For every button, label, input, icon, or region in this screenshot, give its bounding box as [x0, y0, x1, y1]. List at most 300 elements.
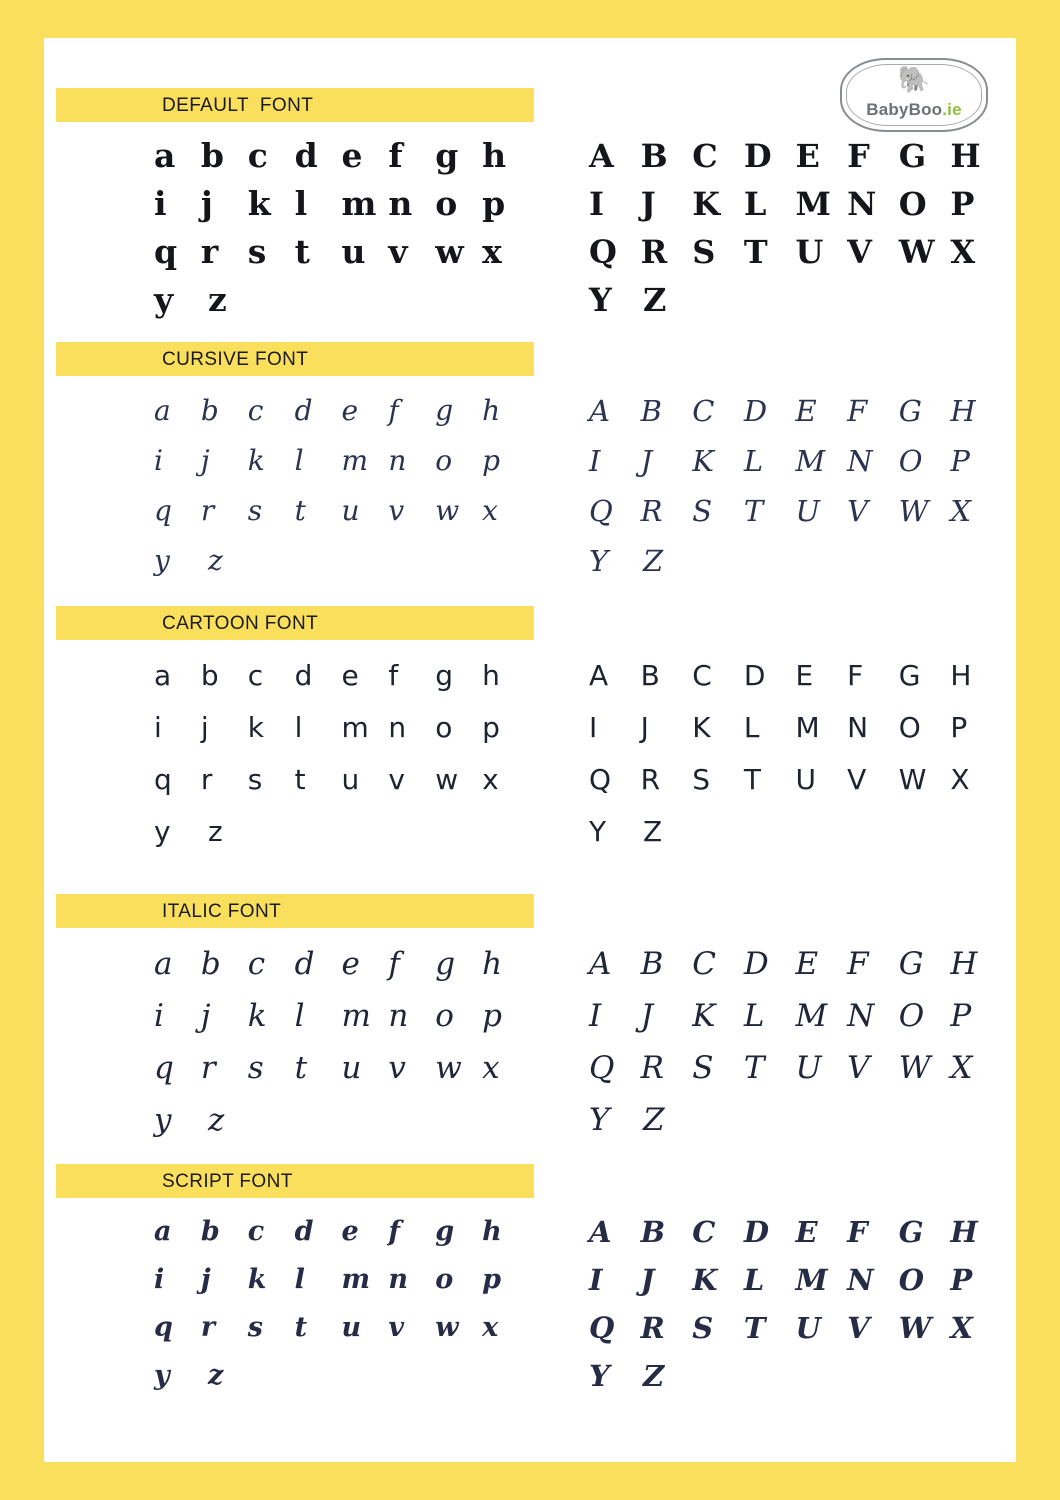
letter-row	[589, 1094, 1002, 1146]
letter-cell: z	[208, 544, 223, 577]
letter-cell: s	[247, 494, 263, 527]
letter-cell: f	[388, 1216, 400, 1247]
letter-cell: G	[898, 394, 922, 428]
letter-cell: P	[950, 185, 975, 223]
letter-cell: J	[640, 998, 654, 1034]
letter-row	[589, 806, 1002, 858]
letter-cell: O	[898, 998, 925, 1034]
letter-row	[589, 702, 1002, 754]
letter-cell: f	[388, 659, 399, 692]
letter-cell: q	[154, 763, 172, 796]
letter-cell: i	[154, 1264, 165, 1295]
section-title-script: SCRIPT FONT	[162, 1171, 293, 1192]
letter-cell: M	[795, 185, 831, 223]
letter-cell: F	[847, 946, 869, 982]
letter-cell: f	[388, 136, 403, 175]
letter-cell: A	[589, 394, 610, 428]
letter-row	[589, 938, 1002, 990]
letter-cell: L	[743, 444, 764, 478]
letter-cell: a	[154, 1216, 172, 1247]
letter-cell: G	[898, 1215, 924, 1249]
letter-cell: E	[795, 137, 820, 175]
uppercase-column-script	[529, 1208, 1002, 1400]
letter-cell: c	[247, 136, 268, 175]
letter-cell: p	[482, 184, 506, 223]
letter-cell: K	[692, 444, 714, 478]
letter-cell: g	[435, 394, 454, 427]
letter-cell: d	[294, 659, 313, 692]
letter-cell: k	[247, 711, 264, 744]
letter-cell: U	[795, 1050, 822, 1086]
letter-cell: M	[795, 711, 820, 744]
letter-cell: W	[898, 1050, 931, 1086]
letter-cell: Q	[589, 1311, 615, 1345]
letter-cell: L	[743, 711, 760, 744]
letter-cell: j	[200, 184, 213, 223]
letter-cell: C	[692, 1215, 716, 1249]
letter-cell: h	[482, 394, 501, 427]
letter-cell: k	[247, 998, 267, 1034]
letter-cell: N	[847, 711, 869, 744]
letter-cell: V	[847, 233, 872, 271]
letter-cell: D	[743, 659, 766, 692]
letter-cell: X	[950, 494, 972, 528]
letter-cell: E	[795, 659, 814, 692]
letter-cell: w	[435, 763, 459, 796]
letter-cell: s	[247, 1312, 263, 1343]
letter-cell: I	[589, 185, 604, 223]
font-section-italic	[56, 894, 1002, 1146]
letter-cell: B	[640, 659, 660, 692]
letter-cell: k	[247, 444, 265, 477]
alphabet-grid-script	[56, 1208, 1002, 1400]
letter-cell: R	[640, 233, 668, 271]
letter-cell: M	[795, 444, 826, 478]
letter-cell: A	[589, 1215, 612, 1249]
letter-cell: o	[435, 444, 453, 477]
letter-cell: O	[898, 711, 921, 744]
letter-cell: p	[482, 444, 501, 477]
letter-cell: L	[743, 185, 767, 223]
letter-cell: p	[482, 711, 500, 744]
letter-cell: j	[200, 1264, 211, 1295]
letter-cell: Z	[643, 1359, 665, 1393]
letter-cell: A	[589, 659, 609, 692]
letter-cell: w	[435, 494, 460, 527]
letter-cell: x	[482, 494, 498, 527]
logo-wordmark-prefix: BabyBoo	[866, 100, 943, 119]
letter-cell: X	[950, 1311, 973, 1345]
letter-cell: f	[388, 946, 400, 982]
letter-cell: v	[388, 1312, 405, 1343]
letter-cell: b	[200, 394, 219, 427]
letter-cell: y	[154, 1102, 172, 1138]
letter-cell: x	[482, 1050, 500, 1086]
letter-cell: I	[589, 998, 602, 1034]
letter-cell: b	[200, 946, 221, 982]
letter-cell: X	[950, 233, 976, 271]
uppercase-column-italic	[529, 938, 1002, 1146]
letter-row	[589, 1352, 1002, 1400]
alphabet-grid-default	[56, 132, 1002, 324]
letter-cell: Z	[643, 1102, 665, 1138]
letter-cell: W	[898, 494, 929, 528]
uppercase-column-cursive	[529, 386, 1002, 586]
letter-cell: t	[294, 1050, 308, 1086]
letter-cell: d	[294, 136, 318, 175]
letter-row	[154, 180, 529, 228]
letter-cell: X	[950, 1050, 973, 1086]
letter-cell: F	[847, 137, 870, 175]
font-section-cursive	[56, 342, 1002, 586]
letter-row	[589, 436, 1002, 486]
specimen-sheet	[44, 38, 1016, 1462]
letter-row	[154, 1094, 529, 1146]
letter-row	[589, 990, 1002, 1042]
letter-cell: O	[898, 185, 927, 223]
letter-row	[589, 536, 1002, 586]
letter-cell: b	[200, 136, 224, 175]
letter-cell: h	[482, 946, 503, 982]
section-title-default: DEFAULT FONT	[162, 95, 314, 116]
letter-cell: t	[294, 232, 310, 271]
letter-cell: R	[640, 1311, 665, 1345]
letter-cell: F	[847, 394, 868, 428]
letter-cell: e	[341, 136, 363, 175]
letter-cell: x	[482, 763, 499, 796]
letter-cell: W	[898, 233, 935, 271]
letter-cell: w	[435, 1050, 462, 1086]
letter-cell: S	[692, 1311, 714, 1345]
letter-cell: g	[435, 659, 454, 692]
letter-cell: S	[692, 763, 711, 796]
letter-cell: J	[640, 444, 653, 478]
letter-cell: D	[743, 946, 769, 982]
section-header-cartoon	[56, 606, 534, 640]
letter-row	[589, 650, 1002, 702]
uppercase-column-default	[529, 132, 1002, 324]
letter-cell: J	[640, 711, 649, 744]
letter-cell: o	[435, 1264, 454, 1295]
letter-cell: T	[743, 1311, 766, 1345]
letter-row	[589, 228, 1002, 276]
alphabet-grid-cartoon	[56, 650, 1002, 858]
letter-cell: s	[247, 763, 263, 796]
letter-cell: W	[898, 1311, 932, 1345]
letter-cell: B	[640, 394, 662, 428]
letter-cell: e	[341, 1216, 359, 1247]
letter-cell: H	[950, 1215, 978, 1249]
letter-cell: x	[482, 232, 502, 271]
letter-cell: B	[640, 946, 664, 982]
letter-cell: i	[154, 711, 162, 744]
letter-cell: L	[743, 998, 765, 1034]
letter-row	[154, 436, 529, 486]
letter-cell: v	[388, 232, 408, 271]
letter-cell: Q	[589, 763, 612, 796]
letter-cell: K	[692, 1263, 718, 1297]
letter-cell: V	[847, 763, 867, 796]
lowercase-column-cartoon	[56, 650, 529, 858]
letter-cell: Q	[589, 494, 613, 528]
elephant-icon: 🐘	[897, 64, 931, 94]
letter-cell: t	[294, 763, 306, 796]
letter-cell: l	[294, 184, 308, 223]
letter-cell: H	[950, 394, 976, 428]
letter-cell: v	[388, 1050, 406, 1086]
letter-cell: o	[435, 998, 454, 1034]
letter-cell: p	[482, 1264, 502, 1295]
letter-cell: I	[589, 1263, 603, 1297]
letter-cell: J	[640, 185, 656, 223]
letter-row	[589, 276, 1002, 324]
letter-cell: l	[294, 1264, 305, 1295]
letter-row	[589, 132, 1002, 180]
letter-cell: D	[743, 394, 768, 428]
letter-row	[154, 486, 529, 536]
letter-cell: q	[154, 494, 172, 527]
letter-cell: m	[341, 998, 371, 1034]
letter-cell: a	[154, 946, 173, 982]
letter-cell: D	[743, 137, 772, 175]
letter-cell: F	[847, 659, 864, 692]
letter-cell: t	[294, 1312, 308, 1343]
letter-cell: K	[692, 185, 721, 223]
letter-cell: A	[589, 137, 614, 175]
section-title-italic: ITALIC FONT	[162, 901, 282, 922]
letter-cell: Y	[589, 544, 609, 578]
letter-cell: O	[898, 1263, 925, 1297]
letter-cell: g	[435, 1216, 455, 1247]
section-header-script	[56, 1164, 534, 1198]
letter-cell: C	[692, 137, 718, 175]
letter-cell: o	[435, 711, 453, 744]
letter-cell: z	[208, 815, 223, 848]
letter-cell: a	[154, 394, 171, 427]
letter-cell: y	[154, 544, 170, 577]
letter-cell: n	[388, 184, 413, 223]
letter-cell: n	[388, 1264, 409, 1295]
letter-cell: u	[341, 232, 366, 271]
letter-row	[154, 754, 529, 806]
letter-cell: m	[341, 184, 377, 223]
letter-cell: P	[950, 444, 970, 478]
letter-cell: v	[388, 763, 405, 796]
letter-cell: J	[640, 1263, 655, 1297]
logo-wordmark-suffix: .ie	[942, 100, 962, 119]
letter-cell: E	[795, 946, 819, 982]
letter-cell: g	[435, 946, 456, 982]
letter-cell: G	[898, 137, 927, 175]
letter-row	[154, 1304, 529, 1352]
letter-cell: T	[743, 763, 761, 796]
letter-cell: z	[208, 1102, 225, 1138]
letter-cell: S	[692, 494, 713, 528]
letter-cell: Z	[643, 281, 667, 319]
letter-cell: l	[294, 711, 303, 744]
section-title-cartoon: CARTOON FONT	[162, 613, 319, 634]
letter-cell: d	[294, 394, 313, 427]
letter-cell: C	[692, 394, 715, 428]
letter-cell: a	[154, 659, 172, 692]
letter-cell: z	[208, 280, 227, 319]
letter-cell: L	[743, 1263, 765, 1297]
letter-cell: K	[692, 998, 716, 1034]
letter-cell: G	[898, 659, 921, 692]
letter-row	[589, 486, 1002, 536]
letter-row	[589, 1304, 1002, 1352]
letter-cell: V	[847, 1050, 870, 1086]
letter-cell: r	[200, 494, 215, 527]
letter-row	[154, 132, 529, 180]
letter-cell: h	[482, 136, 507, 175]
letter-cell: V	[847, 494, 869, 528]
letter-cell: M	[795, 998, 828, 1034]
letter-cell: y	[154, 815, 171, 848]
letter-cell: l	[294, 998, 305, 1034]
letter-cell: j	[200, 711, 209, 744]
letter-cell: U	[795, 763, 816, 796]
font-section-default	[56, 88, 1002, 324]
letter-cell: Q	[589, 1050, 615, 1086]
letter-cell: B	[640, 137, 668, 175]
letter-cell: K	[692, 711, 711, 744]
letter-row	[154, 228, 529, 276]
letter-row	[154, 1208, 529, 1256]
letter-cell: U	[795, 1311, 821, 1345]
letter-cell: b	[200, 659, 219, 692]
font-section-cartoon	[56, 606, 1002, 858]
letter-cell: P	[950, 711, 968, 744]
letter-cell: Z	[643, 815, 663, 848]
letter-row	[154, 386, 529, 436]
letter-cell: k	[247, 1264, 267, 1295]
letter-cell: S	[692, 1050, 714, 1086]
letter-cell: D	[743, 1215, 770, 1249]
letter-cell: b	[200, 1216, 220, 1247]
lowercase-column-italic	[56, 938, 529, 1146]
letter-cell: h	[482, 1216, 502, 1247]
letter-cell: U	[795, 494, 820, 528]
letter-cell: j	[200, 444, 210, 477]
letter-row	[589, 1208, 1002, 1256]
letter-cell: X	[950, 763, 970, 796]
letter-cell: v	[388, 494, 405, 527]
lowercase-column-default	[56, 132, 529, 324]
letter-row	[589, 754, 1002, 806]
letter-cell: Z	[643, 544, 664, 578]
letter-cell: u	[341, 763, 360, 796]
letter-cell: u	[341, 1050, 362, 1086]
letter-cell: j	[200, 998, 211, 1034]
letter-cell: E	[795, 394, 817, 428]
letter-cell: Y	[589, 815, 607, 848]
letter-cell: n	[388, 711, 407, 744]
letter-row	[154, 806, 529, 858]
letter-cell: a	[154, 136, 176, 175]
letter-cell: q	[154, 1312, 173, 1343]
letter-cell: e	[341, 946, 360, 982]
letter-cell: T	[743, 494, 764, 528]
letter-cell: V	[847, 1311, 870, 1345]
letter-cell: i	[154, 998, 164, 1034]
letter-row	[154, 702, 529, 754]
letter-cell: N	[847, 444, 873, 478]
letter-cell: H	[950, 137, 981, 175]
letter-cell: N	[847, 185, 877, 223]
letter-cell: N	[847, 1263, 874, 1297]
letter-cell: c	[247, 394, 264, 427]
letter-cell: Q	[589, 233, 617, 271]
letter-row	[589, 386, 1002, 436]
letter-cell: p	[482, 998, 502, 1034]
letter-cell: r	[200, 1312, 216, 1343]
letter-row	[154, 276, 529, 324]
letter-cell: F	[847, 1215, 868, 1249]
section-header-italic	[56, 894, 534, 928]
letter-cell: m	[341, 1264, 371, 1295]
letter-cell: G	[898, 946, 924, 982]
letter-cell: E	[795, 1215, 818, 1249]
letter-row	[154, 1256, 529, 1304]
letter-row	[154, 1042, 529, 1094]
letter-cell: P	[950, 998, 972, 1034]
letter-cell: i	[154, 444, 163, 477]
letter-cell: u	[341, 1312, 362, 1343]
letter-cell: T	[743, 1050, 765, 1086]
letter-cell: e	[341, 394, 359, 427]
letter-cell: n	[388, 444, 407, 477]
letter-cell: c	[247, 946, 266, 982]
letter-cell: r	[200, 232, 219, 271]
letter-cell: d	[294, 946, 315, 982]
letter-cell: c	[247, 659, 264, 692]
letter-cell: B	[640, 1215, 666, 1249]
section-header-cursive	[56, 342, 534, 376]
lowercase-column-cursive	[56, 386, 529, 586]
letter-cell: T	[743, 233, 768, 271]
letter-cell: x	[482, 1312, 499, 1343]
letter-cell: u	[341, 494, 360, 527]
uppercase-column-cartoon	[529, 650, 1002, 858]
letter-row	[589, 180, 1002, 228]
letter-cell: w	[435, 232, 464, 271]
letter-cell: Y	[589, 1102, 610, 1138]
letter-cell: o	[435, 184, 458, 223]
letter-cell: m	[341, 711, 369, 744]
letter-row	[154, 990, 529, 1042]
letter-cell: R	[640, 1050, 664, 1086]
letter-row	[154, 650, 529, 702]
letter-cell: n	[388, 998, 409, 1034]
letter-cell: A	[589, 946, 612, 982]
letter-cell: s	[247, 232, 267, 271]
letter-cell: H	[950, 659, 972, 692]
letter-cell: h	[482, 659, 500, 692]
letter-row	[154, 536, 529, 586]
letter-cell: O	[898, 444, 923, 478]
letter-cell: c	[247, 1216, 265, 1247]
letter-cell: N	[847, 998, 875, 1034]
letter-cell: I	[589, 711, 598, 744]
letter-cell: U	[795, 233, 824, 271]
section-title-cursive: CURSIVE FONT	[162, 349, 309, 370]
letter-row	[589, 1256, 1002, 1304]
letter-cell: d	[294, 1216, 314, 1247]
letter-row	[589, 1042, 1002, 1094]
alphabet-grid-cursive	[56, 386, 1002, 586]
letter-cell: y	[154, 1360, 170, 1391]
